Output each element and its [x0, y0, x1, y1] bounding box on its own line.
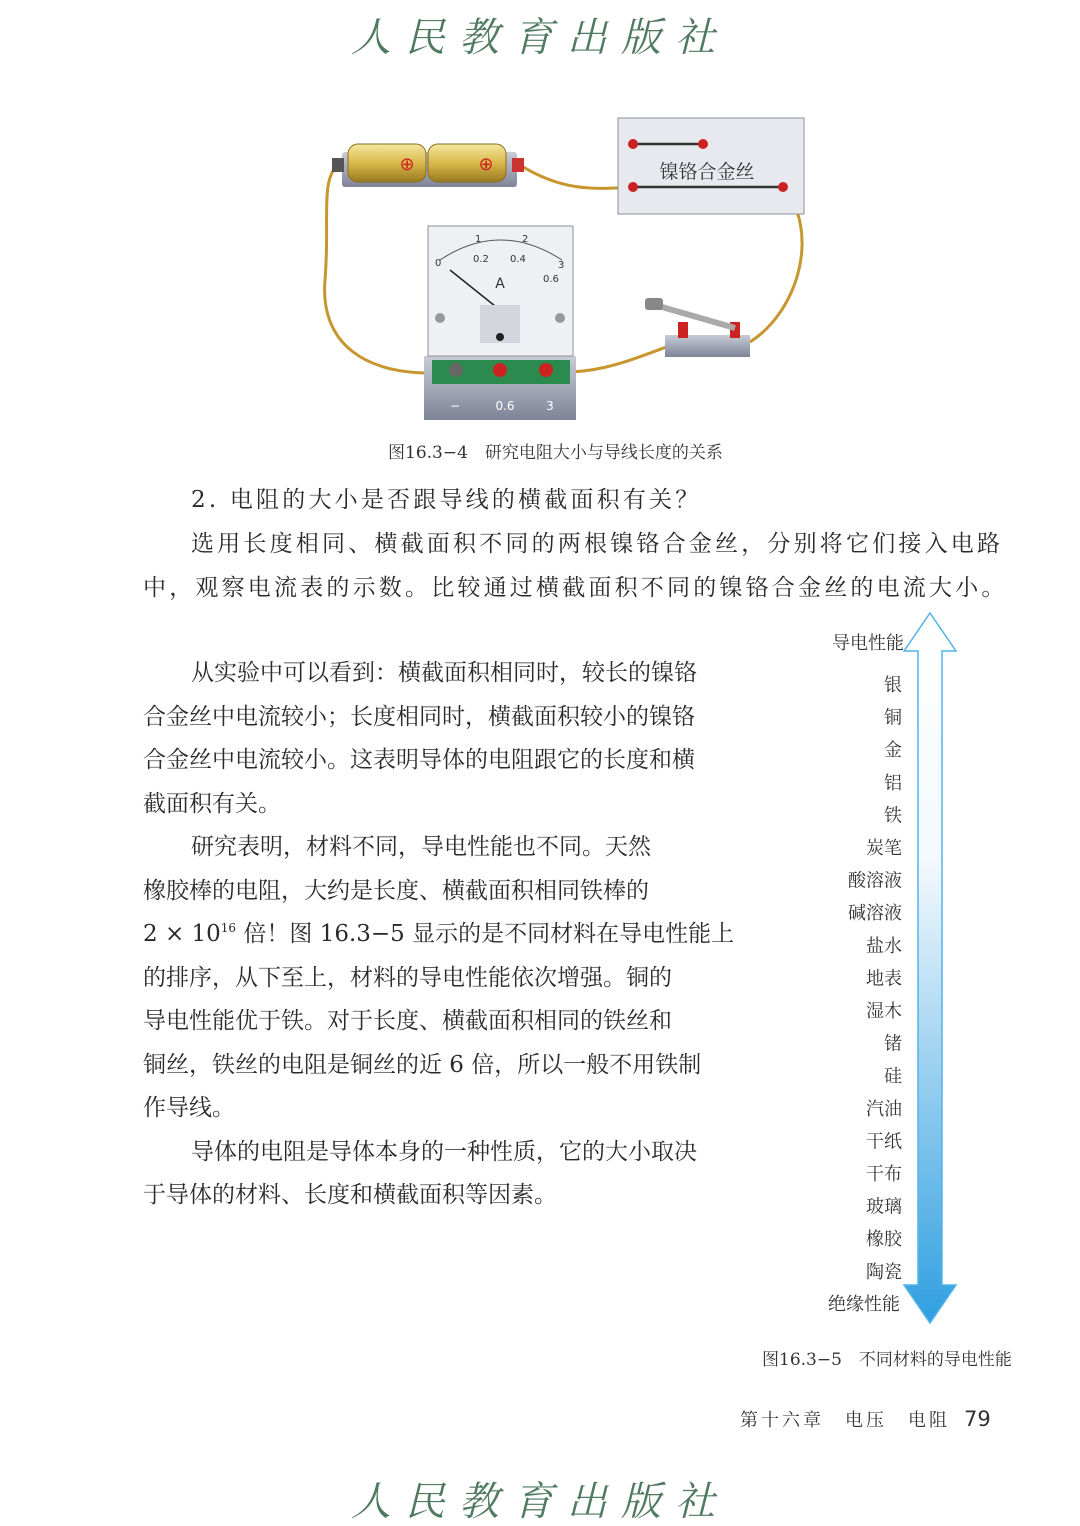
material-label: 玻璃: [866, 1196, 902, 1218]
main-text: [143, 652, 753, 1218]
meter-scale-bottom-1: 0.2: [473, 254, 489, 265]
para3-line-2: 于导体的材料、长度和横截面积等因素。: [143, 1182, 557, 1208]
material-label: 碱溶液: [848, 903, 902, 925]
top-label: 导电性能: [832, 633, 904, 654]
battery-sign-2: ⊕: [478, 154, 494, 175]
meter-scale-top-3: 3: [558, 260, 565, 271]
question-2: [143, 478, 1008, 610]
wire-battery-to-board: [520, 165, 633, 188]
para2-line-1: 研究表明，材料不同，导电性能也不同。天然: [191, 834, 651, 860]
material-label: 铝: [884, 772, 902, 794]
para2-line-7: 作导线。: [143, 1095, 235, 1121]
material-label: 汽油: [866, 1098, 902, 1120]
battery-pack: [332, 144, 524, 187]
para2-line-2: 橡胶棒的电阻，大约是长度、横截面积相同铁棒的: [143, 877, 649, 904]
material-label: 湿木: [866, 1001, 902, 1022]
wire-label: 镍铬合金丝: [659, 161, 755, 183]
material-label: 陶瓷: [866, 1261, 902, 1283]
power-base: 2 × 10: [143, 921, 221, 947]
para2-line-5: 导电性能优于铁。对于长度、横截面积相同的铁丝和: [143, 1008, 672, 1034]
terminal-0-6: 0.6: [495, 399, 515, 413]
para3-line-1: 导体的电阻是导体本身的一种性质，它的大小取决: [191, 1138, 697, 1165]
material-list: [848, 675, 903, 1283]
material-label: 铜: [884, 707, 902, 729]
circuit-figure: [300, 110, 820, 430]
watermark-bottom: 人民教育出版社: [351, 1479, 729, 1525]
terminal-3: 3: [546, 399, 554, 413]
figure-16-3-4-caption: 图16.3−4 研究电阻大小与导线长度的关系: [388, 443, 723, 463]
material-label: 炭笔: [866, 838, 902, 859]
question-2-line-2: 中，观察电流表的示数。比较通过横截面积不同的镍铬合金丝的电流大小。: [143, 575, 1008, 601]
bottom-label: 绝缘性能: [828, 1294, 900, 1315]
material-label: 盐水: [866, 935, 902, 957]
material-label: 橡胶: [866, 1229, 902, 1251]
para1-line-3: 合金丝中电流较小。这表明导体的电阻跟它的长度和横: [143, 747, 695, 773]
material-label: 干布: [866, 1164, 902, 1185]
para2-line-3-rest: 倍！图 16.3−5 显示的是不同材料在导电性能上: [236, 921, 735, 947]
chapter-title: 第十六章 电压 电阻: [740, 1410, 950, 1431]
material-label: 硅: [884, 1066, 902, 1088]
material-label: 铁: [884, 805, 902, 827]
material-label: 锗: [884, 1033, 902, 1055]
conductivity-scale: [800, 605, 1040, 1335]
meter-scale-top-2: 2: [522, 234, 529, 245]
material-label: 银: [884, 675, 902, 696]
para2-line-4: 的排序，从下至上，材料的导电性能依次增强。铜的: [143, 964, 672, 991]
terminal-neg: −: [449, 399, 461, 413]
material-label: 干纸: [866, 1131, 902, 1153]
material-label: 地表: [866, 968, 902, 990]
meter-scale-top-1: 1: [475, 234, 482, 245]
watermark-top: 人民教育出版社: [351, 15, 729, 61]
figure-16-3-5-caption: 图16.3−5 不同材料的导电性能: [762, 1350, 1012, 1370]
para1-line-1: 从实验中可以看到：横截面积相同时，较长的镍铬: [191, 660, 697, 686]
meter-unit: A: [495, 276, 505, 292]
para1-line-4: 截面积有关。: [143, 790, 281, 817]
power-exponent: 16: [220, 921, 237, 935]
conductivity-arrow: [904, 613, 956, 1323]
material-label: 金: [884, 740, 902, 762]
ammeter: [424, 226, 576, 420]
page-number: 79: [964, 1407, 991, 1431]
meter-scale-bottom-0: 0: [435, 258, 442, 269]
page-footer: [740, 1406, 991, 1432]
battery-sign-1: ⊕: [399, 154, 415, 175]
material-label: 酸溶液: [848, 870, 902, 892]
meter-scale-bottom-2: 0.4: [510, 254, 526, 265]
para1-line-2: 合金丝中电流较小；长度相同时，横截面积较小的镍铬: [143, 703, 695, 730]
para2-line-3: [143, 913, 753, 957]
nichrome-board: [618, 118, 804, 214]
para2-line-6: 铜丝，铁丝的电阻是铜丝的近 6 倍，所以一般不用铁制: [143, 1051, 702, 1078]
question-2-line-1: 选用长度相同、横截面积不同的两根镍铬合金丝，分别将它们接入电路: [191, 531, 1004, 557]
meter-scale-bottom-3: 0.6: [543, 274, 559, 285]
question-2-title: 2. 电阻的大小是否跟导线的横截面积有关？: [191, 487, 702, 513]
